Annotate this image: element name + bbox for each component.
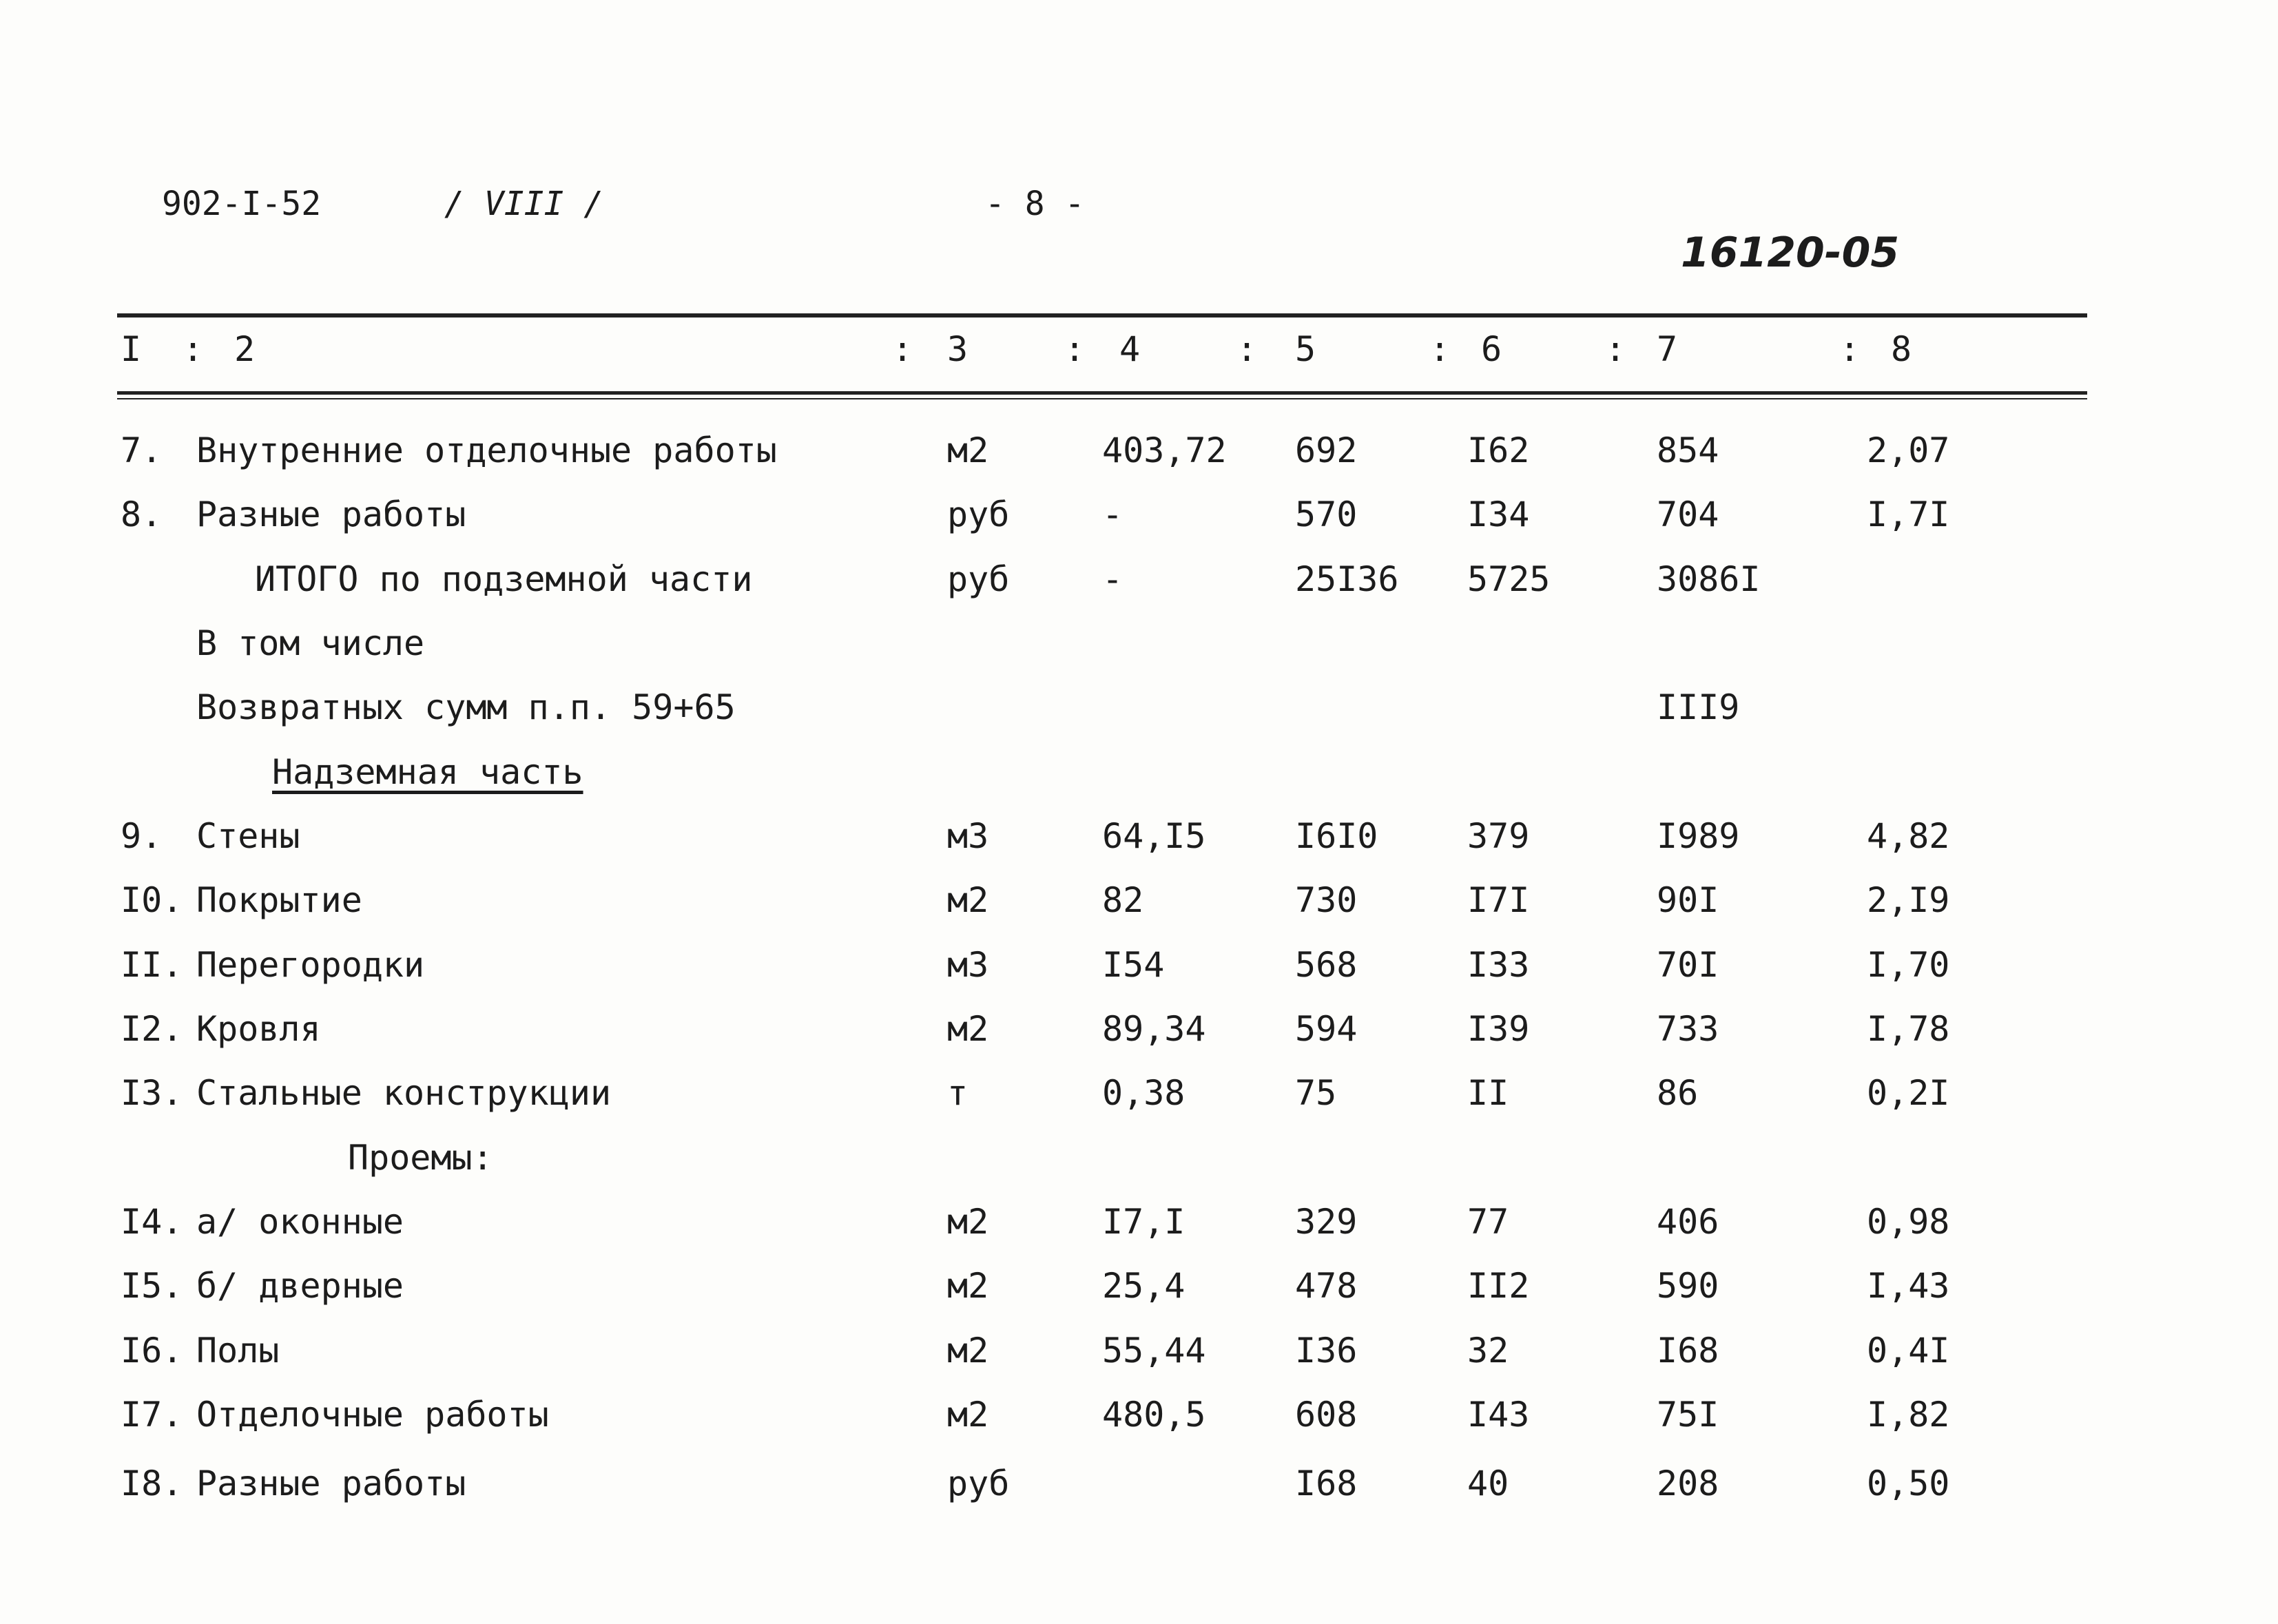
row-number: I7. <box>121 1395 183 1435</box>
row-number: I0. <box>121 880 183 920</box>
table-row <box>0 1266 2278 1314</box>
row-col-7: 70I <box>1657 945 1719 985</box>
row-col-6: II <box>1467 1073 1509 1113</box>
row-name: ИТОГО по подземной части <box>255 559 753 599</box>
row-col-6: I33 <box>1467 945 1530 985</box>
row-col-6: 32 <box>1467 1331 1509 1371</box>
row-col-6: I62 <box>1467 430 1530 470</box>
table-row <box>0 752 2278 800</box>
row-col-6: 379 <box>1467 816 1530 856</box>
row-col-5: 594 <box>1295 1009 1358 1049</box>
table-row <box>0 1138 2278 1186</box>
row-quantity: 480,5 <box>1102 1395 1206 1435</box>
row-name: Перегородки <box>196 945 425 985</box>
col-4-label: 4 <box>1119 329 1141 369</box>
row-col-7: 704 <box>1657 495 1719 534</box>
table-row <box>0 1202 2278 1250</box>
row-name: Внутренние отделочные работы <box>196 430 777 470</box>
page-number: - 8 - <box>985 185 1085 223</box>
row-number: II. <box>121 945 183 985</box>
row-number: 7. <box>121 430 163 470</box>
row-col-6: I39 <box>1467 1009 1530 1049</box>
table-row <box>0 623 2278 672</box>
row-col-8: 0,2I <box>1867 1073 1950 1113</box>
row-name: Проемы: <box>348 1138 493 1178</box>
row-unit: м2 <box>947 430 989 470</box>
col-sep: : <box>1429 329 1451 369</box>
row-col-5: 730 <box>1295 880 1358 920</box>
row-unit: м2 <box>947 1202 989 1242</box>
row-col-8: 0,98 <box>1867 1202 1950 1242</box>
row-name: Разные работы <box>196 495 466 534</box>
section-number: / VIII / <box>444 185 604 223</box>
top-rule <box>117 313 2087 317</box>
row-col-7: I68 <box>1657 1331 1719 1371</box>
row-col-5: 329 <box>1295 1202 1358 1242</box>
row-unit: м3 <box>947 945 989 985</box>
row-col-7: I989 <box>1657 816 1740 856</box>
row-col-8: 0,4I <box>1867 1331 1950 1371</box>
row-col-8: 2,07 <box>1867 430 1950 470</box>
col-sep: : <box>1839 329 1861 369</box>
column-header <box>0 329 2278 377</box>
col-sep: : <box>1236 329 1258 369</box>
col-sep: : <box>892 329 913 369</box>
row-number: I6. <box>121 1331 183 1371</box>
doc-code: 902-I-52 <box>162 185 322 223</box>
table-row <box>0 687 2278 736</box>
col-sep: : <box>183 329 204 369</box>
row-col-5: 570 <box>1295 495 1358 534</box>
row-name: В том числе <box>196 623 425 663</box>
table-row <box>0 1009 2278 1057</box>
row-col-7: 406 <box>1657 1202 1719 1242</box>
row-col-7: 590 <box>1657 1266 1719 1306</box>
archive-stamp: 16120-05 <box>1681 229 1900 277</box>
row-col-8: 0,50 <box>1867 1464 1950 1503</box>
table-row <box>0 816 2278 864</box>
row-col-7: 854 <box>1657 430 1719 470</box>
row-quantity: 82 <box>1102 880 1144 920</box>
row-quantity: 55,44 <box>1102 1331 1206 1371</box>
row-col-5: 478 <box>1295 1266 1358 1306</box>
row-unit: м2 <box>947 1266 989 1306</box>
col-6-label: 6 <box>1481 329 1502 369</box>
row-unit: м2 <box>947 1395 989 1435</box>
col-5-label: 5 <box>1295 329 1316 369</box>
row-quantity: 403,72 <box>1102 430 1227 470</box>
col-sep: : <box>1064 329 1086 369</box>
row-col-5: 75 <box>1295 1073 1337 1113</box>
row-col-7: 86 <box>1657 1073 1699 1113</box>
row-col-7: III9 <box>1657 687 1740 727</box>
row-name: Отделочные работы <box>196 1395 549 1435</box>
row-name: Стальные конструкции <box>196 1073 612 1113</box>
row-number: I8. <box>121 1464 183 1503</box>
row-col-6: I34 <box>1467 495 1530 534</box>
row-number: I2. <box>121 1009 183 1049</box>
row-col-6: I43 <box>1467 1395 1530 1435</box>
row-col-7: 208 <box>1657 1464 1719 1503</box>
row-col-8: I,7I <box>1867 495 1950 534</box>
row-name: Возвратных сумм п.п. 59+65 <box>196 687 736 727</box>
row-col-5: I6I0 <box>1295 816 1378 856</box>
col-7-label: 7 <box>1657 329 1678 369</box>
row-col-5: 568 <box>1295 945 1358 985</box>
row-name: б/ дверные <box>196 1266 404 1306</box>
row-col-6: II2 <box>1467 1266 1530 1306</box>
row-col-8: 2,I9 <box>1867 880 1950 920</box>
row-number: 8. <box>121 495 163 534</box>
col-3-label: 3 <box>947 329 969 369</box>
row-col-8: I,70 <box>1867 945 1950 985</box>
col-2-label: 2 <box>234 329 256 369</box>
col-sep: : <box>1605 329 1626 369</box>
row-col-8: I,82 <box>1867 1395 1950 1435</box>
row-col-7: 75I <box>1657 1395 1719 1435</box>
row-col-8: I,78 <box>1867 1009 1950 1049</box>
row-unit: руб <box>947 559 1010 599</box>
row-name: Покрытие <box>196 880 362 920</box>
row-number: I3. <box>121 1073 183 1113</box>
row-quantity: 64,I5 <box>1102 816 1206 856</box>
table-row <box>0 880 2278 928</box>
row-quantity: - <box>1102 495 1124 534</box>
table-row <box>0 559 2278 607</box>
row-quantity: - <box>1102 559 1124 599</box>
row-quantity: I7,I <box>1102 1202 1185 1242</box>
row-name: Кровля <box>196 1009 321 1049</box>
header-rule-thin <box>117 398 2087 399</box>
row-name: Стены <box>196 816 300 856</box>
table-row <box>0 1464 2278 1512</box>
row-name: а/ оконные <box>196 1202 404 1242</box>
row-col-8: I,43 <box>1867 1266 1950 1306</box>
row-name: Разные работы <box>196 1464 466 1503</box>
table-row <box>0 495 2278 543</box>
header-rule <box>117 391 2087 395</box>
row-unit: т <box>947 1073 969 1113</box>
table-row <box>0 1073 2278 1121</box>
row-col-5: 608 <box>1295 1395 1358 1435</box>
row-quantity: 25,4 <box>1102 1266 1185 1306</box>
row-unit: м2 <box>947 880 989 920</box>
row-col-7: 90I <box>1657 880 1719 920</box>
col-1-label: I <box>121 329 142 369</box>
row-quantity: I54 <box>1102 945 1165 985</box>
table-row <box>0 430 2278 479</box>
row-unit: руб <box>947 495 1010 534</box>
table-row <box>0 1395 2278 1443</box>
row-number: I5. <box>121 1266 183 1306</box>
table-row <box>0 1331 2278 1379</box>
row-unit: руб <box>947 1464 1010 1503</box>
row-col-5: I36 <box>1295 1331 1358 1371</box>
row-quantity: 89,34 <box>1102 1009 1206 1049</box>
row-col-6: 5725 <box>1467 559 1551 599</box>
row-quantity: 0,38 <box>1102 1073 1185 1113</box>
row-col-8: 4,82 <box>1867 816 1950 856</box>
row-unit: м2 <box>947 1009 989 1049</box>
row-col-6: I7I <box>1467 880 1530 920</box>
row-col-6: 40 <box>1467 1464 1509 1503</box>
row-col-5: 692 <box>1295 430 1358 470</box>
table-row <box>0 945 2278 993</box>
row-col-7: 3086I <box>1657 559 1761 599</box>
col-8-label: 8 <box>1891 329 1912 369</box>
row-unit: м3 <box>947 816 989 856</box>
row-col-7: 733 <box>1657 1009 1719 1049</box>
row-col-5: I68 <box>1295 1464 1358 1503</box>
row-number: I4. <box>121 1202 183 1242</box>
row-col-5: 25I36 <box>1295 559 1399 599</box>
row-unit: м2 <box>947 1331 989 1371</box>
row-name: Полы <box>196 1331 280 1371</box>
row-name: Надземная часть <box>272 752 583 792</box>
row-number: 9. <box>121 816 163 856</box>
row-col-6: 77 <box>1467 1202 1509 1242</box>
